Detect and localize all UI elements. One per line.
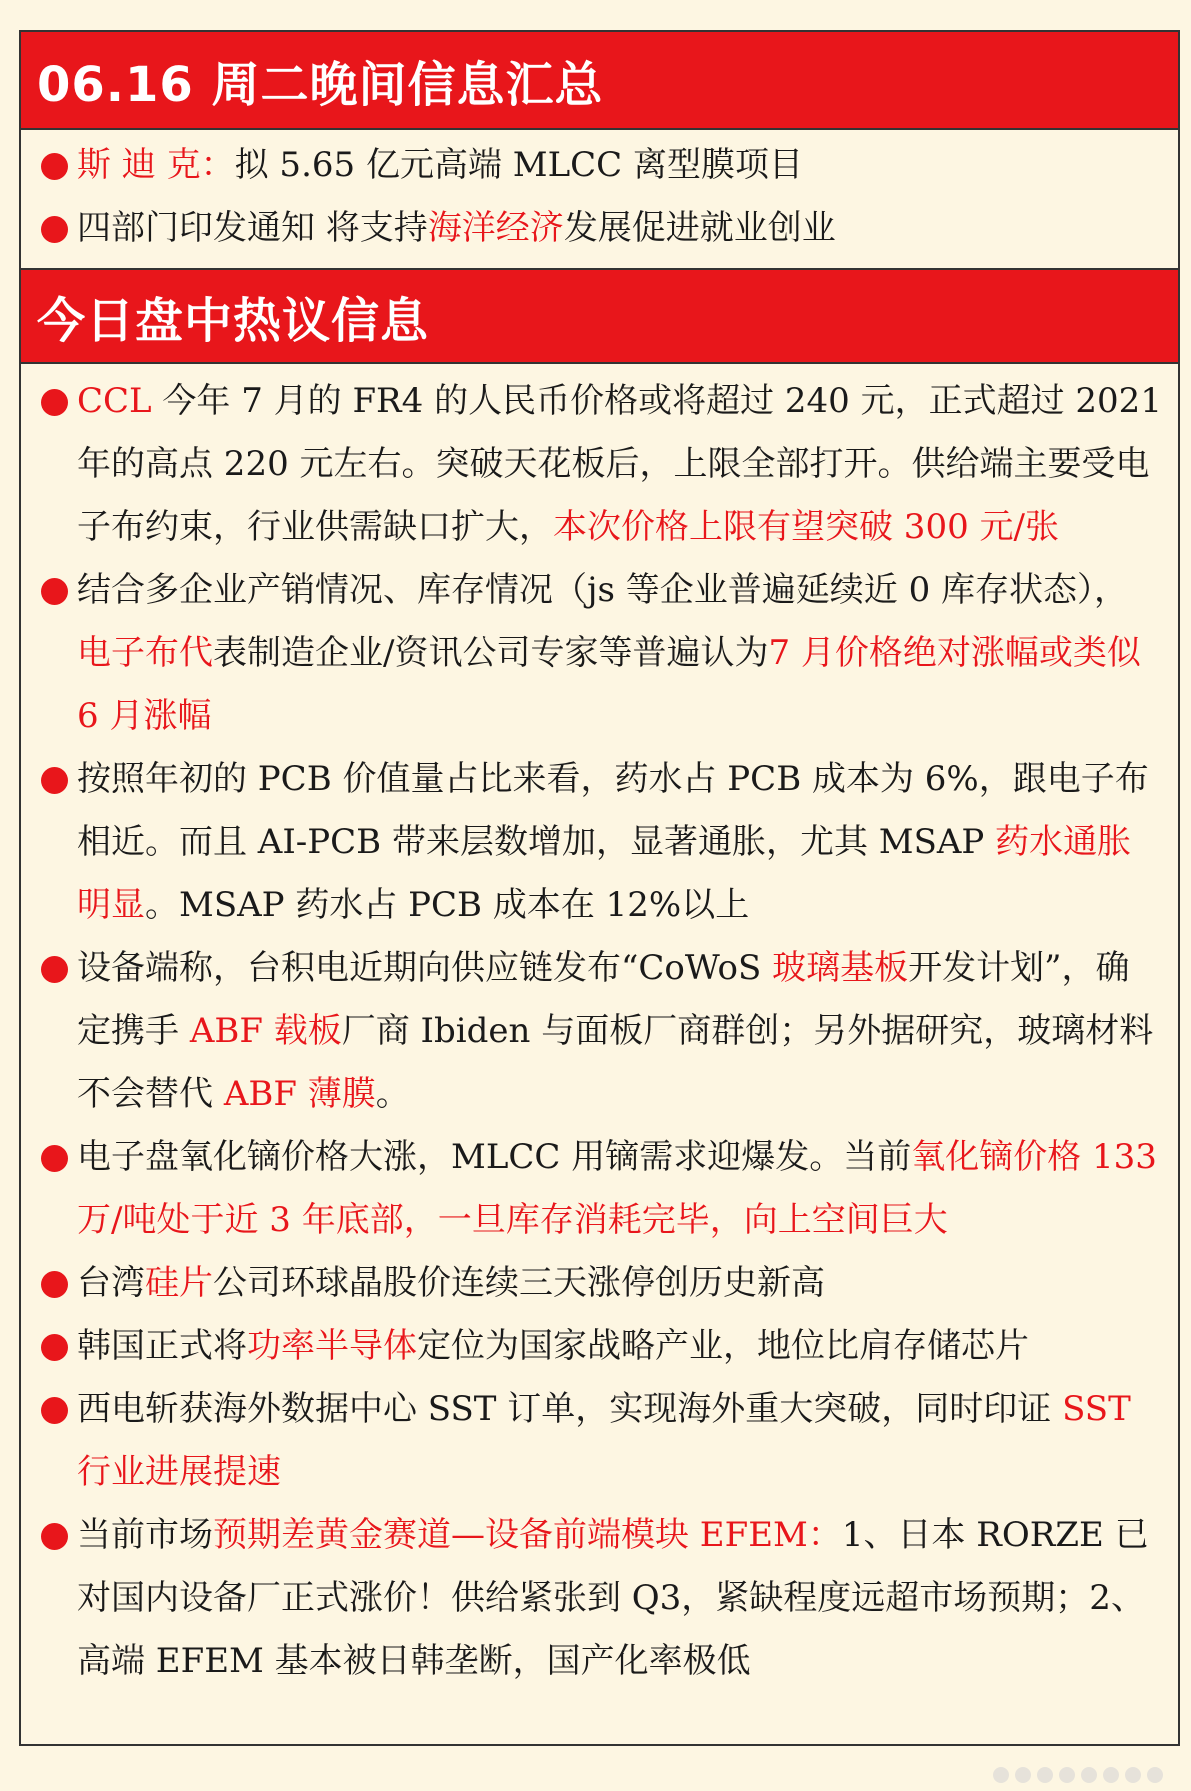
item-highlight: CCL xyxy=(77,381,152,421)
item-text: 设备端称，台积电近期向供应链发布“CoWoS xyxy=(77,948,773,988)
item-text: 表制造企业/资讯公司专家等普遍认为 xyxy=(213,633,769,673)
item-text: 。 xyxy=(375,1074,410,1114)
list-item xyxy=(39,197,1162,260)
item-highlight: 本次价格上限有望突破 300 元/张 xyxy=(553,507,1059,547)
bullet-dot-icon xyxy=(41,578,68,605)
list-item xyxy=(39,1252,1162,1315)
item-highlight: 海洋经济 xyxy=(427,208,564,248)
list-item xyxy=(39,1315,1162,1378)
item-company: 斯 迪 克： xyxy=(77,145,235,185)
evening-news-section xyxy=(21,130,1178,268)
list-item xyxy=(39,1126,1162,1252)
section-title: 今日盘中热议信息 xyxy=(21,268,1178,364)
bullet-dot-icon xyxy=(41,1145,68,1172)
item-text: 。MSAP 药水占 PCB 成本在 12%以上 xyxy=(145,885,750,925)
bullet-dot-icon xyxy=(41,956,68,983)
list-item xyxy=(39,748,1162,937)
page-title: 06.16 周二晚间信息汇总 xyxy=(21,32,1178,130)
item-highlight: 7 月价格绝对涨幅或类似 6 月涨幅 xyxy=(77,633,1141,736)
item-text: 西电斩获海外数据中心 SST 订单，实现海外重大突破，同时印证 xyxy=(77,1389,1063,1429)
item-text: 拟 5.65 亿元高端 MLCC 离型膜项目 xyxy=(234,145,803,185)
item-text: 四部门印发通知 将支持 xyxy=(77,208,428,248)
bullet-dot-icon xyxy=(41,216,68,243)
item-highlight: 功率半导体 xyxy=(247,1326,417,1366)
content-frame xyxy=(19,30,1180,1746)
item-highlight: 预期差黄金赛道—设备前端模块 EFEM： xyxy=(213,1515,842,1555)
item-text: 今年 7 月的 FR4 的人民币价格或将超过 240 元，正式超过 2021 年的高点 220 元左右。突破天花板后，上限全部打开。供给端主要受电子布约束，行业供需缺口扩大， xyxy=(77,381,1162,547)
bullet-dot-icon xyxy=(41,389,68,416)
item-highlight: 氧化镝价格 133 万/吨处于近 3 年底部，一旦库存消耗完毕，向上空间巨大 xyxy=(77,1137,1157,1240)
list-item xyxy=(39,559,1162,748)
list-item xyxy=(39,1378,1162,1504)
bullet-dot-icon xyxy=(41,1397,68,1424)
item-highlight: 药水通胀明显 xyxy=(77,822,1132,925)
hot-topics-section xyxy=(21,364,1178,1693)
item-text: 1、日本 RORZE 已对国内设备厂正式涨价！供给紧张到 Q3，紧缺程度远超市场预期；2、高端 EFEM 基本被日韩垄断，国产化率极低 xyxy=(77,1515,1149,1681)
list-item xyxy=(39,937,1162,1126)
item-text: 台湾 xyxy=(77,1263,145,1303)
list-item xyxy=(39,370,1162,559)
item-text: 定位为国家战略产业，地位比肩存储芯片 xyxy=(417,1326,1029,1366)
bullet-dot-icon xyxy=(41,767,68,794)
item-text: 电子盘氧化镝价格大涨，MLCC 用镝需求迎爆发。当前 xyxy=(77,1137,912,1177)
item-text: 公司环球晶股价连续三天涨停创历史新高 xyxy=(213,1263,825,1303)
item-text: 发展促进就业创业 xyxy=(563,208,836,248)
list-item xyxy=(39,1504,1162,1693)
item-highlight: ABF 载板 xyxy=(189,1011,342,1051)
bullet-dot-icon xyxy=(41,153,68,180)
item-text: 按照年初的 PCB 价值量占比来看，药水占 PCB 成本为 6%，跟电子布相近。而且 AI-PCB 带来层数增加，显著通胀，尤其 MSAP xyxy=(77,759,1149,862)
item-text: 结合多企业产销情况、库存情况（js 等企业普遍延续近 0 库存状态）， xyxy=(77,570,1129,610)
item-highlight: 玻璃基板 xyxy=(772,948,909,988)
item-text: 开发计划”，确定携手 xyxy=(77,948,1130,1051)
bullet-dot-icon xyxy=(41,1523,68,1550)
item-highlight: 硅片 xyxy=(145,1263,213,1303)
watermark-icon xyxy=(993,1767,1163,1783)
item-text: 韩国正式将 xyxy=(77,1326,247,1366)
bullet-dot-icon xyxy=(41,1271,68,1298)
item-highlight: ABF 薄膜 xyxy=(223,1074,376,1114)
item-text: 厂商 Ibiden 与面板厂商群创；另外据研究，玻璃材料不会替代 xyxy=(77,1011,1154,1114)
item-highlight: 电子布代 xyxy=(77,633,213,673)
item-text: 当前市场 xyxy=(77,1515,213,1555)
item-highlight: SST 行业进展提速 xyxy=(77,1389,1131,1492)
list-item xyxy=(39,134,1162,197)
bullet-dot-icon xyxy=(41,1334,68,1361)
